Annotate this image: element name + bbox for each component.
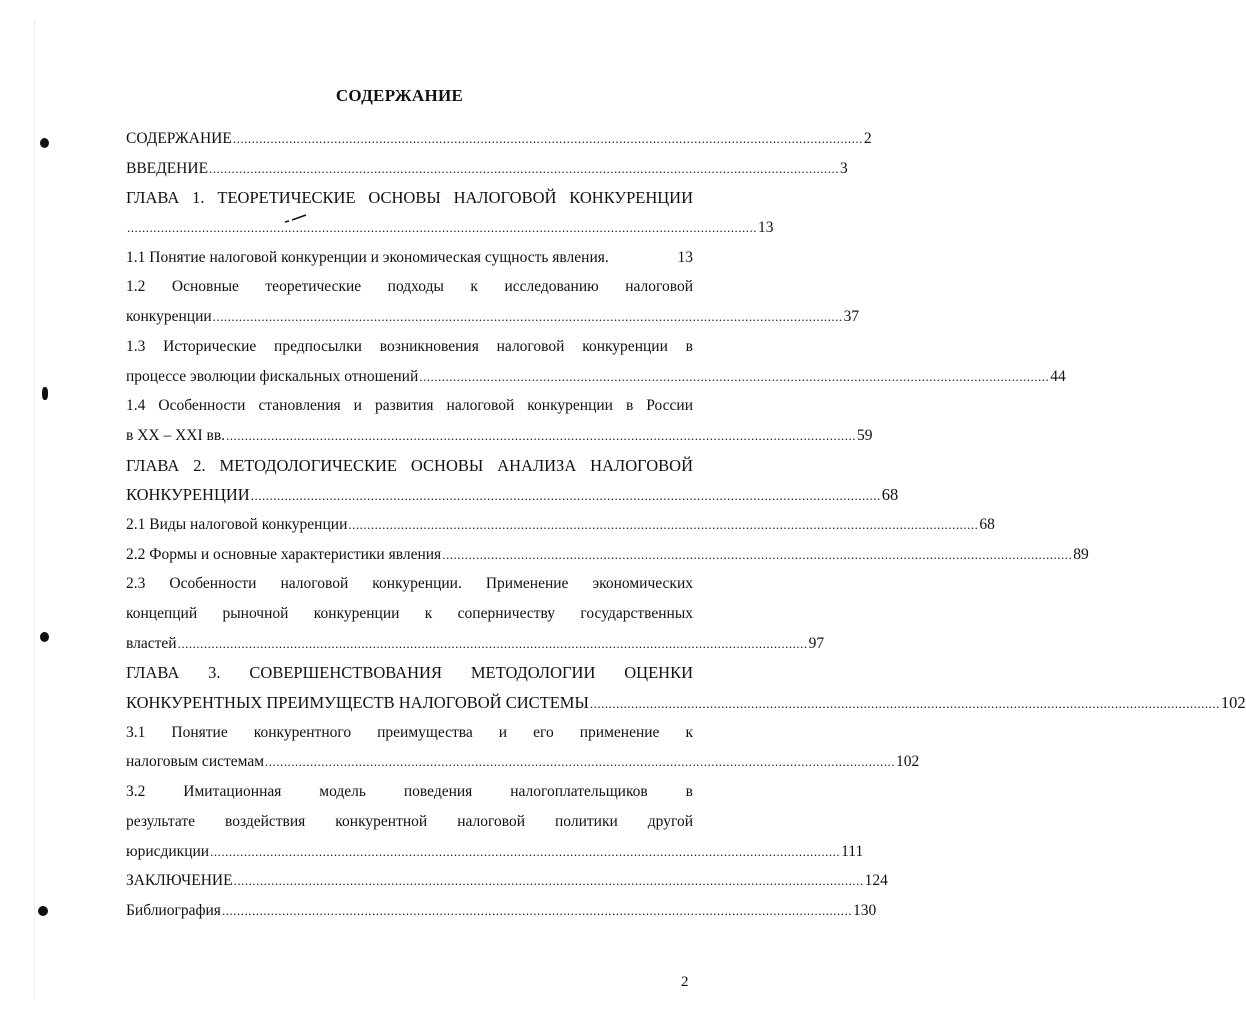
toc-entry-title: ВВЕДЕНИЕ: [126, 159, 209, 177]
binder-hole-mark: [40, 138, 49, 148]
toc-entry-page: 89: [1073, 545, 1089, 563]
toc-entry-page: 2: [863, 130, 872, 147]
toc-leader-dots: ........................................................................................................................................................................: [589, 696, 1220, 712]
toc-entry[interactable]: [126, 777, 864, 866]
toc-entry-title: 1.4 Особенности становления и развития налоговой конкуренции в России: [126, 397, 693, 415]
toc-entry[interactable]: [126, 243, 693, 273]
toc-entry-title: 1.2 Основные теоретические подходы к исследованию налоговой: [126, 278, 693, 296]
toc-entry[interactable]: [126, 510, 995, 540]
toc-leader-dots: ........................................................................................................................................................................: [419, 368, 1050, 384]
toc-entry-title: 1.1 Понятие налоговой конкуренции и экономическая сущность явления.: [126, 248, 609, 266]
binder-hole-mark: [42, 387, 48, 400]
toc-leader-dots: ........................................................................................................................................................................: [177, 635, 808, 651]
toc-entry-title: СОДЕРЖАНИЕ: [126, 130, 232, 147]
table-of-contents: [126, 124, 1246, 926]
toc-entry-page: 130: [852, 901, 877, 919]
toc-entry-title: 3.1 Понятие конкурентного преимущества и его применение к: [126, 723, 693, 741]
toc-entry[interactable]: [126, 183, 774, 242]
page-number: 2: [681, 974, 689, 990]
toc-entry-title-cont: в XX – XXI вв.: [126, 426, 226, 444]
toc-entry-title-cont: конкуренции: [126, 308, 212, 326]
toc-entry-title-cont: концепций рыночной конкуренции к соперничеству государственных: [126, 605, 693, 622]
toc-leader-dots: ........................................................................................................................................................................: [348, 516, 979, 532]
toc-entry-page: 13: [758, 219, 774, 237]
toc-entry-title: 2.1 Виды налоговой конкуренции: [126, 515, 348, 533]
toc-leader-dots: ........................................................................................................................................................................: [221, 902, 852, 918]
toc-entry-page: 44: [1050, 367, 1066, 385]
toc-leader-dots: ........................................................................................................................................................................: [209, 160, 840, 176]
toc-leader-dots: ........................................................................................................................................................................: [233, 873, 864, 889]
toc-entry-page: 3: [840, 159, 848, 177]
toc-entry[interactable]: [126, 866, 888, 896]
toc-entry-title-cont: налоговым системам: [126, 753, 265, 771]
toc-leader-dots: ........................................................................................................................................................................: [250, 488, 881, 504]
toc-entry[interactable]: [126, 896, 877, 926]
binder-hole-mark: [38, 906, 48, 916]
toc-entry-title: 3.2 Имитационная модель поведения налогоплательщиков в: [126, 783, 693, 801]
toc-entry[interactable]: [126, 540, 1089, 570]
toc-leader-dots: ........................................................................................................................................................................: [127, 220, 757, 236]
toc-entry[interactable]: [126, 569, 825, 658]
toc-entry-title-cont: властей: [126, 634, 177, 652]
toc-entry-title: 1.3 Исторические предпосылки возникновения налоговой конкуренции в: [126, 337, 693, 355]
scan-edge-line: [34, 20, 35, 1000]
toc-entry[interactable]: [126, 332, 1066, 391]
toc-leader-dots: ........................................................................................................................................................................: [212, 309, 843, 325]
toc-leader-dots: ........................................................................................................................................................................: [226, 427, 857, 443]
toc-entry-page: 111: [841, 842, 864, 860]
toc-entry[interactable]: [126, 718, 920, 777]
toc-entry-title: 2.2 Формы и основные характеристики явления: [126, 545, 442, 563]
toc-entry-page: 13: [677, 248, 693, 266]
toc-entry-title: ГЛАВА 2. МЕТОДОЛОГИЧЕСКИЕ ОСНОВЫ АНАЛИЗА НАЛОГОВОЙ: [126, 455, 693, 475]
toc-entry-page: 37: [843, 308, 860, 326]
toc-entry[interactable]: [126, 391, 873, 450]
toc-entry-page: 68: [979, 515, 995, 533]
toc-entry-title-cont: результате воздействия конкурентной налоговой политики другой: [126, 812, 693, 830]
toc-entry-page: 97: [808, 634, 825, 652]
toc-entry-page: 102: [1220, 693, 1246, 713]
toc-entry[interactable]: [126, 451, 899, 510]
toc-entry-title-cont: КОНКУРЕНТНЫХ ПРЕИМУЩЕСТВ НАЛОГОВОЙ СИСТЕМЫ: [126, 693, 589, 713]
toc-entry-title: ГЛАВА 3. СОВЕРШЕНСТВОВАНИЯ МЕТОДОЛОГИИ ОЦЕНКИ: [126, 663, 693, 683]
toc-entry-title: Библиография: [126, 901, 221, 919]
toc-entry[interactable]: [126, 658, 1246, 717]
toc-entry-page: 124: [864, 872, 888, 890]
toc-entry-title-cont: юрисдикции: [126, 842, 210, 860]
page-title: СОДЕРЖАНИЕ: [335, 86, 464, 105]
toc-entry-title: ГЛАВА 1. ТЕОРЕТИЧЕСКИЕ ОСНОВЫ НАЛОГОВОЙ КОНКУРЕНЦИИ: [126, 188, 693, 208]
toc-entry-page: 59: [857, 426, 873, 444]
toc-entry-title: ЗАКЛЮЧЕНИЕ: [126, 872, 233, 890]
toc-entry-page: 102: [896, 753, 920, 771]
toc-leader-dots: ........................................................................................................................................................................: [265, 754, 896, 770]
toc-leader-dots: ........................................................................................................................................................................: [442, 546, 1073, 562]
toc-entry-title-cont: процессе эволюции фискальных отношений: [126, 367, 419, 385]
toc-leader-dots: ........................................................................................................................................................................: [232, 131, 863, 146]
toc-entry-title: 2.3 Особенности налоговой конкуренции. Применение экономических: [126, 575, 693, 593]
toc-entry[interactable]: [126, 154, 848, 184]
toc-entry-page: 68: [881, 485, 899, 505]
binder-hole-mark: [40, 632, 49, 642]
toc-leader-dots: ........................................................................................................................................................................: [210, 843, 841, 859]
toc-entry-title-cont: КОНКУРЕНЦИИ: [126, 485, 250, 505]
toc-entry[interactable]: [126, 124, 872, 154]
toc-entry[interactable]: [126, 272, 860, 331]
